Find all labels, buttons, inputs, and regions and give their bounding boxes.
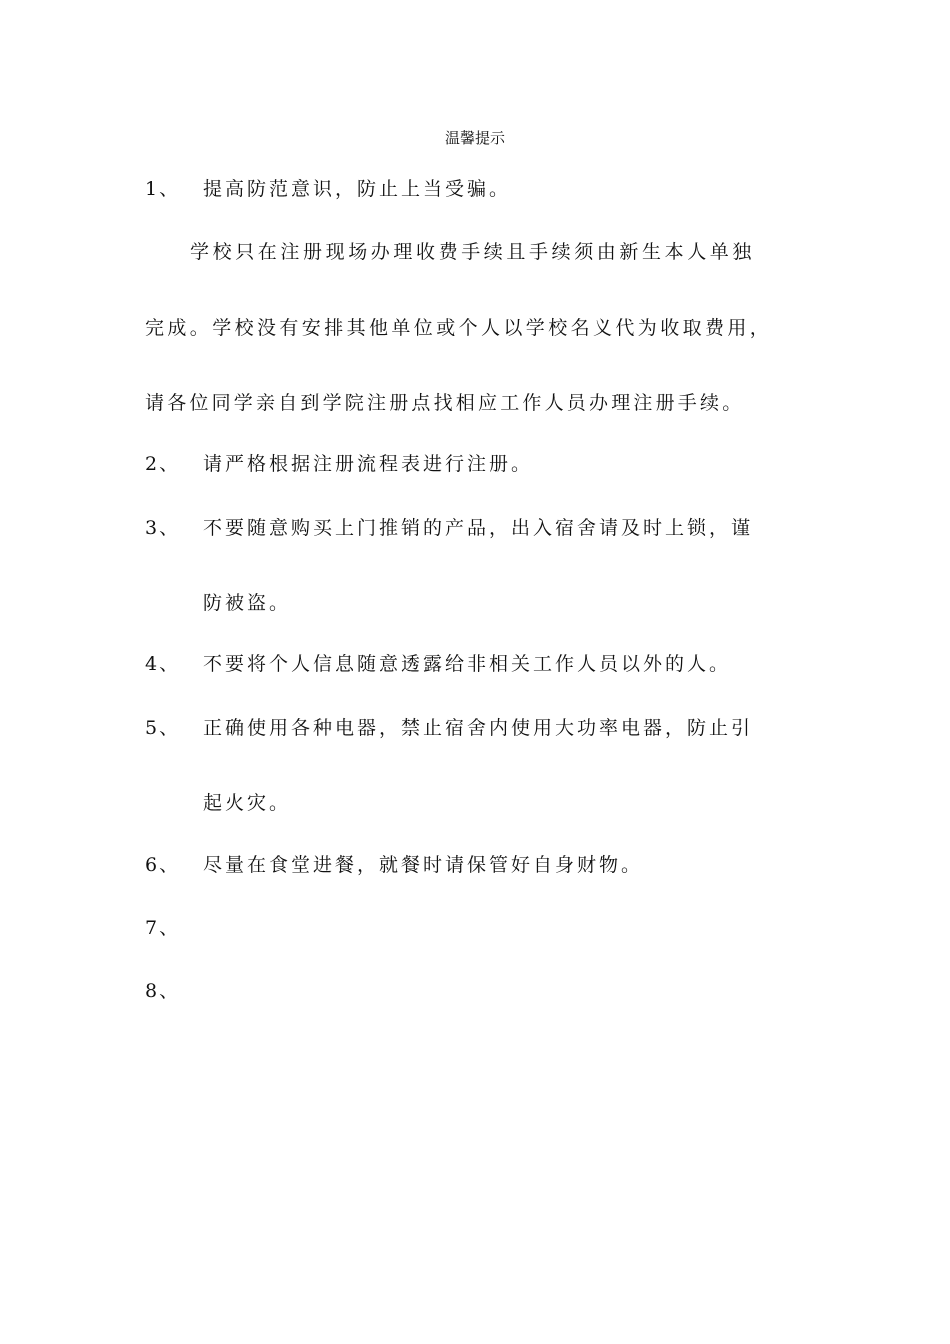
list-item-number: 5、	[145, 717, 181, 739]
list-item-number: 2、	[145, 453, 181, 475]
list-item-text: 不要随意购买上门推销的产品，出入宿舍请及时上锁，谨	[203, 517, 754, 539]
list-item-text: 尽量在食堂进餐，就餐时请保管好自身财物。	[203, 854, 644, 876]
list-item-number: 8、	[145, 980, 181, 1002]
list-item-text: 请严格根据注册流程表进行注册。	[203, 453, 534, 475]
list-item-text: 提高防范意识，防止上当受骗。	[203, 178, 512, 200]
list-item-continuation: 防被盗。	[203, 592, 292, 614]
notice-paragraph-line-1: 学校只在注册现场办理收费手续且手续须由新生本人单独	[190, 241, 756, 263]
list-item-number: 3、	[145, 517, 181, 539]
notice-paragraph-line-2: 完成。学校没有安排其他单位或个人以学校名义代为收取费用，	[145, 317, 773, 339]
page-title: 温馨提示	[444, 129, 505, 147]
list-item-text: 不要将个人信息随意透露给非相关工作人员以外的人。	[203, 653, 732, 675]
list-item-continuation: 起火灾。	[203, 792, 292, 814]
list-item-number: 1、	[145, 178, 181, 200]
list-item-number: 7、	[145, 917, 181, 939]
list-item-number: 4、	[145, 653, 181, 675]
notice-paragraph-line-3: 请各位同学亲自到学院注册点找相应工作人员办理注册手续。	[145, 392, 745, 414]
list-item-text: 正确使用各种电器，禁止宿舍内使用大功率电器，防止引	[203, 717, 754, 739]
list-item-number: 6、	[145, 854, 181, 876]
